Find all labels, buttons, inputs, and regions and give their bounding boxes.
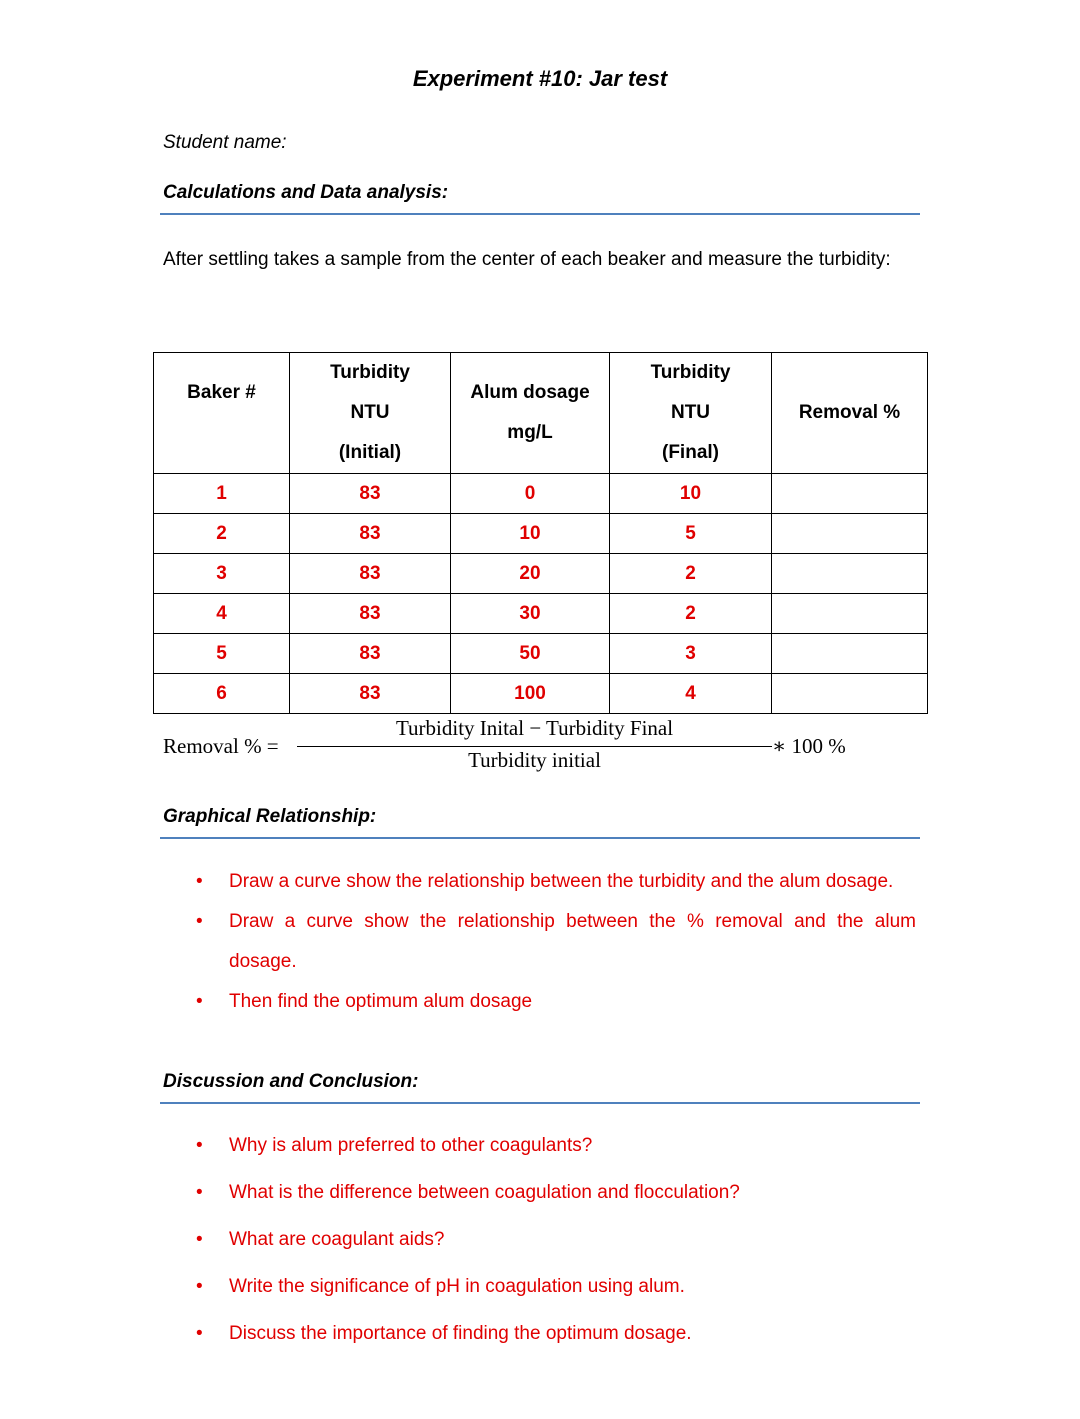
list-item: • Draw a curve show the relationship between the turbidity and the alum dosage.	[196, 862, 916, 902]
section-divider	[160, 213, 920, 215]
bullet-icon: •	[196, 871, 203, 892]
graph-bullet-list	[196, 862, 916, 1022]
cell-baker: 5	[154, 634, 290, 674]
formula-rhs: ∗ 100 %	[772, 734, 846, 758]
cell-removal[interactable]	[772, 514, 928, 554]
cell-initial: 83	[290, 634, 451, 674]
list-item: • Draw a curve show the relationship between the % removal and the alum dosage.	[196, 902, 916, 982]
list-item: • Then find the optimum alum dosage	[196, 982, 916, 1022]
cell-initial: 83	[290, 554, 451, 594]
jar-test-table	[153, 352, 928, 714]
page-title: Experiment #10: Jar test	[412, 66, 668, 91]
header-alum-dosage: Alum dosage mg/L	[451, 353, 610, 474]
fraction-bar	[297, 746, 772, 747]
header-turbidity-initial: Turbidity NTU (Initial)	[290, 353, 451, 474]
cell-final: 2	[610, 554, 772, 594]
cell-removal[interactable]	[772, 634, 928, 674]
table-row	[154, 514, 928, 554]
table-row	[154, 674, 928, 714]
bullet-icon: •	[196, 991, 203, 1012]
bullet-icon: •	[196, 911, 203, 932]
cell-alum: 10	[451, 514, 610, 554]
cell-baker: 4	[154, 594, 290, 634]
bullet-icon: •	[196, 1135, 203, 1156]
list-item: • What is the difference between coagulation and flocculation?	[196, 1182, 740, 1203]
intro-paragraph: After settling takes a sample from the center of each beaker and measure the turbidity:	[163, 249, 891, 270]
cell-alum: 0	[451, 474, 610, 514]
header-removal: Removal %	[772, 353, 928, 474]
cell-final: 5	[610, 514, 772, 554]
bullet-icon: •	[196, 1276, 203, 1297]
cell-initial: 83	[290, 674, 451, 714]
list-item: • Discuss the importance of finding the optimum dosage.	[196, 1323, 692, 1344]
cell-final: 2	[610, 594, 772, 634]
cell-final: 10	[610, 474, 772, 514]
bullet-icon: •	[196, 1229, 203, 1250]
cell-initial: 83	[290, 474, 451, 514]
table-header-row	[154, 353, 928, 474]
cell-final: 4	[610, 674, 772, 714]
list-item: • What are coagulant aids?	[196, 1229, 445, 1250]
list-item: • Write the significance of pH in coagulation using alum.	[196, 1276, 685, 1297]
removal-formula	[163, 716, 846, 776]
cell-removal[interactable]	[772, 674, 928, 714]
table-row	[154, 594, 928, 634]
table-row	[154, 634, 928, 674]
cell-baker: 2	[154, 514, 290, 554]
table-row	[154, 554, 928, 594]
bullet-icon: •	[196, 1182, 203, 1203]
cell-baker: 6	[154, 674, 290, 714]
formula-denominator: Turbidity initial	[468, 748, 601, 772]
section-discussion-heading: Discussion and Conclusion:	[163, 1071, 419, 1092]
formula-numerator: Turbidity Inital − Turbidity Final	[395, 716, 674, 740]
cell-alum: 30	[451, 594, 610, 634]
section-graphical-heading: Graphical Relationship:	[163, 806, 377, 827]
header-turbidity-final: Turbidity NTU (Final)	[610, 353, 772, 474]
student-name-label: Student name:	[163, 132, 287, 153]
header-baker: Baker #	[154, 353, 290, 474]
cell-initial: 83	[290, 514, 451, 554]
cell-final: 3	[610, 634, 772, 674]
section-divider	[160, 1102, 920, 1104]
cell-alum: 100	[451, 674, 610, 714]
cell-alum: 20	[451, 554, 610, 594]
section-divider	[160, 837, 920, 839]
list-item: • Why is alum preferred to other coagulants?	[196, 1135, 593, 1156]
table-row	[154, 474, 928, 514]
cell-alum: 50	[451, 634, 610, 674]
cell-baker: 3	[154, 554, 290, 594]
discussion-bullet-list	[196, 1134, 916, 1369]
cell-baker: 1	[154, 474, 290, 514]
cell-removal[interactable]	[772, 554, 928, 594]
cell-removal[interactable]	[772, 594, 928, 634]
bullet-icon: •	[196, 1323, 203, 1344]
cell-initial: 83	[290, 594, 451, 634]
formula-lhs: Removal % =	[163, 734, 279, 758]
cell-removal[interactable]	[772, 474, 928, 514]
section-calculations-heading: Calculations and Data analysis:	[163, 182, 449, 203]
